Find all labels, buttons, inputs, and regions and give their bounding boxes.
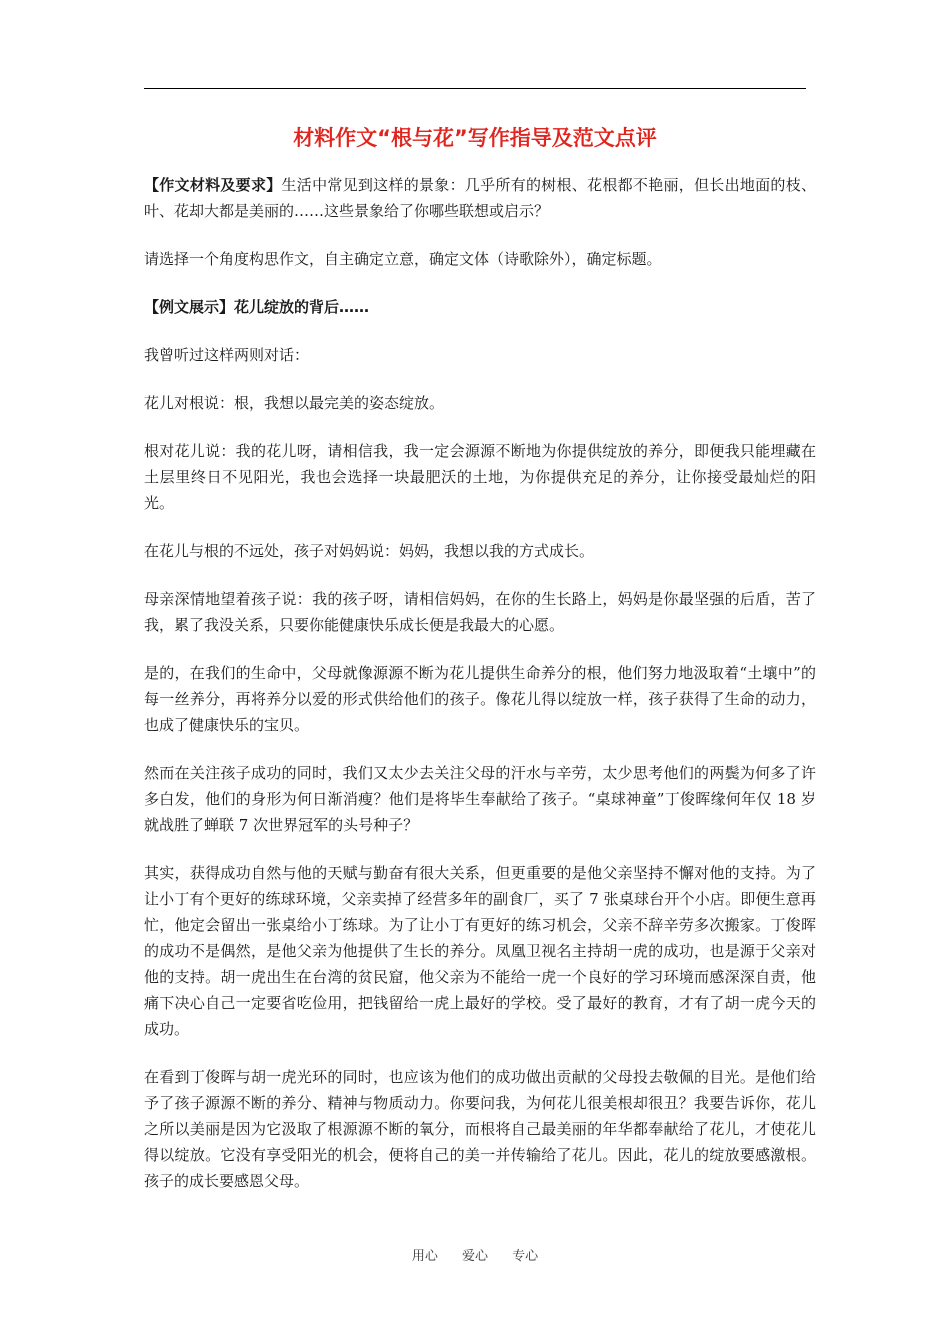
essay-paragraph-3: 根对花儿说：我的花儿呀，请相信我，我一定会源源不断地为你提供绽放的养分，即便我只能埋藏在土层里终日不见阳光，我也会选择一块最肥沃的土地，为你提供充足的养分，让你接受最灿烂的阳光。 (144, 442, 816, 512)
essay-paragraph-2: 花儿对根说：根，我想以最完美的姿态绽放。 (144, 394, 445, 412)
example-heading (144, 294, 816, 320)
essay-paragraph-9: 在看到丁俊晖与胡一虎光环的同时，也应该为他们的成功做出贡献的父母投去敬佩的目光。是他们给予了孩子源源不断的养分、精神与物质动力。你要问我，为何花儿很美根却很丑？我要告诉你，花儿之所以美丽是因为它汲取了根源源不断的氧分，而根将自己最美丽的年华都奉献给了花儿，才使花儿得以绽放。它没有享受阳光的机会，便将自己的美一并传输给了花儿。因此，花儿的绽放要感激根。孩子的成长要感恩父母。 (144, 1068, 816, 1190)
essay-paragraph-8: 其实，获得成功自然与他的天赋与勤奋有很大关系，但更重要的是他父亲坚持不懈对他的支持。为了让小丁有个更好的练球环境，父亲卖掉了经营多年的副食厂，买了 7 张桌球台开个小店。即便生意再忙，他定会留出一张桌给小丁练球。为了让小丁有更好的练习机会，父亲不辞辛劳多次搬家。丁俊晖的成功不是偶然，是他父亲为他提供了生长的养分。凤凰卫视名主持胡一虎的成功，也是源于父亲对他的支持。胡一虎出生在台湾的贫民窟，他父亲为不能给一虎一个良好的学习环境而感深深自责，他痛下决心自己一定要省吃俭用，把钱留给一虎上最好的学校。受了最好的教育，才有了胡一虎今天的成功。 (144, 864, 816, 1038)
essay-title: 花儿绽放的背后…… (234, 298, 370, 316)
page-footer (0, 1248, 950, 1266)
footer-item: 用心 (411, 1249, 438, 1264)
essay-paragraph-6: 是的，在我们的生命中，父母就像源源不断为花儿提供生命养分的根，他们努力地汲取着“土壤中”的每一丝养分，再将养分以爱的形式供给他们的孩子。像花儿得以绽放一样，孩子获得了生命的动力，也成了健康快乐的宝贝。 (144, 664, 816, 734)
requirement-paragraph (144, 172, 816, 224)
document-body (144, 172, 816, 1216)
requirement-text: 生活中常见到这样的景象：几乎所有的树根、花根都不艳丽，但长出地面的枝、叶、花却大都是美丽的……这些景象给了你哪些联想或启示？ (144, 176, 816, 220)
document-title: 材料作文“根与花”写作指导及范文点评 (293, 126, 657, 150)
essay-paragraph-7: 然而在关注孩子成功的同时，我们又太少去关注父母的汗水与辛劳，太少思考他们的两鬓为何多了许多白发，他们的身形为何日渐消瘦？他们是将毕生奉献给了孩子。“桌球神童”丁俊晖缘何年仅 18 岁就战胜了蝉联 7 次世界冠军的头号种子？ (144, 764, 816, 834)
instruction-paragraph: 请选择一个角度构思作文，自主确定立意，确定文体（诗歌除外），确定标题。 (144, 250, 662, 268)
footer-item: 专心 (512, 1249, 539, 1264)
footer-item: 爱心 (461, 1249, 488, 1264)
essay-paragraph-5: 母亲深情地望着孩子说：我的孩子呀，请相信妈妈，在你的生长路上，妈妈是你最坚强的后盾，苦了我，累了我没关系，只要你能健康快乐成长便是我最大的心愿。 (144, 590, 816, 634)
essay-paragraph-1: 我曾听过这样两则对话： (144, 346, 310, 364)
header-rule (144, 88, 806, 89)
example-label: 【例文展示】 (144, 298, 235, 316)
essay-paragraph-4: 在花儿与根的不远处，孩子对妈妈说：妈妈，我想以我的方式成长。 (144, 542, 595, 560)
requirement-label: 【作文材料及要求】 (144, 176, 282, 194)
